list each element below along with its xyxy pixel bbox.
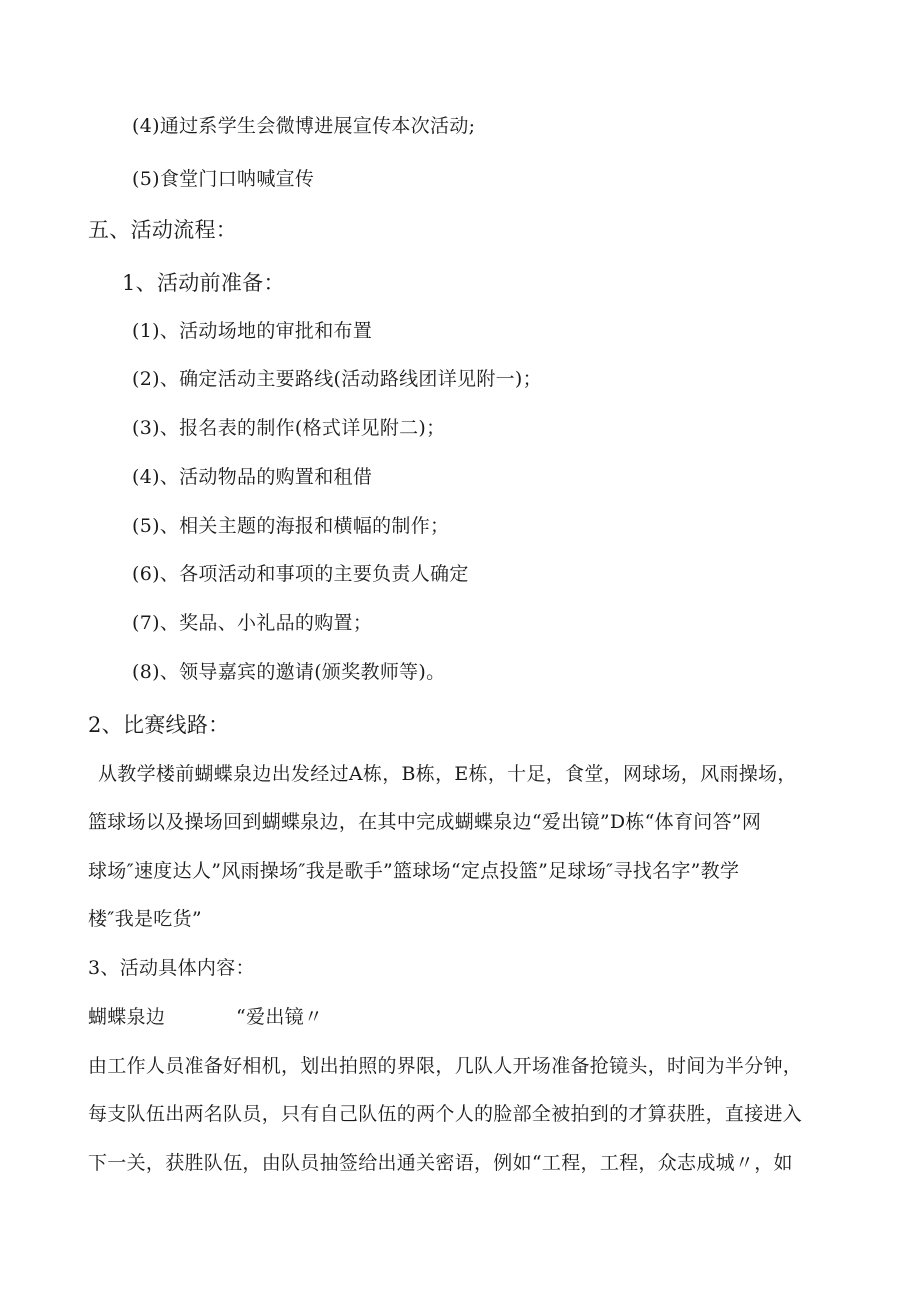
subsection-heading-prep: 1、活动前准备： bbox=[122, 271, 285, 295]
promo-item-4: (4)通过系学生会微博进展宣传本次活动; bbox=[132, 115, 476, 137]
content-paragraph-line: 下一关，获胜队伍，由队员抽签给出通关密语，例如“工程，工程，众志成城〃，如 bbox=[88, 1152, 793, 1174]
prep-item-4: (4)、活动物品的购置和租借 bbox=[132, 466, 373, 488]
section-heading: 五、活动流程： bbox=[88, 218, 238, 242]
prep-item-6: (6)、各项活动和事项的主要负责人确定 bbox=[132, 563, 469, 585]
prep-item-2: (2)、确定活动主要路线(活动路线团详见附一)； bbox=[132, 368, 542, 390]
route-paragraph-line: 篮球场以及操场回到蝴蝶泉边，在其中完成蝴蝶泉边“爱出镜”D栋“体育问答”网 bbox=[88, 811, 762, 833]
content-paragraph-line: 由工作人员准备好相机，划出拍照的界限，几队人开场准备抢镜头，时间为半分钟， bbox=[88, 1055, 803, 1077]
subsection-heading-route: 2、比赛线路： bbox=[88, 713, 230, 737]
prep-item-5: (5)、相关主题的海报和横幅的制作； bbox=[132, 515, 450, 537]
content-paragraph-line: 每支队伍出两名队员，只有自己队伍的两个人的脸部全被拍到的才算获胜，直接进入 bbox=[88, 1103, 803, 1125]
route-paragraph-line: 球场″速度达人”风雨操场″我是歌手”篮球场“定点投篮”足球场″寻找名字”教学 bbox=[88, 860, 740, 882]
activity-name: “爱出镜〃 bbox=[236, 1006, 324, 1028]
route-paragraph-line: 从教学楼前蝴蝶泉边出发经过A栋，B栋，E栋，十足，食堂，网球场，风雨操场， bbox=[98, 763, 797, 785]
prep-item-1: (1)、活动场地的审批和布置 bbox=[132, 320, 373, 342]
promo-item-5: (5)食堂门口呐喊宣传 bbox=[132, 168, 315, 190]
prep-item-7: (7)、奖品、小礼品的购置； bbox=[132, 612, 373, 634]
prep-item-8: (8)、领导嘉宾的邀请(颁奖教师等)。 bbox=[132, 661, 446, 683]
route-paragraph-line: 楼″我是吃货” bbox=[88, 908, 202, 930]
prep-item-3: (3)、报名表的制作(格式详见附二)； bbox=[132, 417, 446, 439]
subsection-heading-content: 3、活动具体内容： bbox=[88, 957, 255, 979]
activity-location: 蝴蝶泉边 bbox=[88, 1006, 166, 1028]
